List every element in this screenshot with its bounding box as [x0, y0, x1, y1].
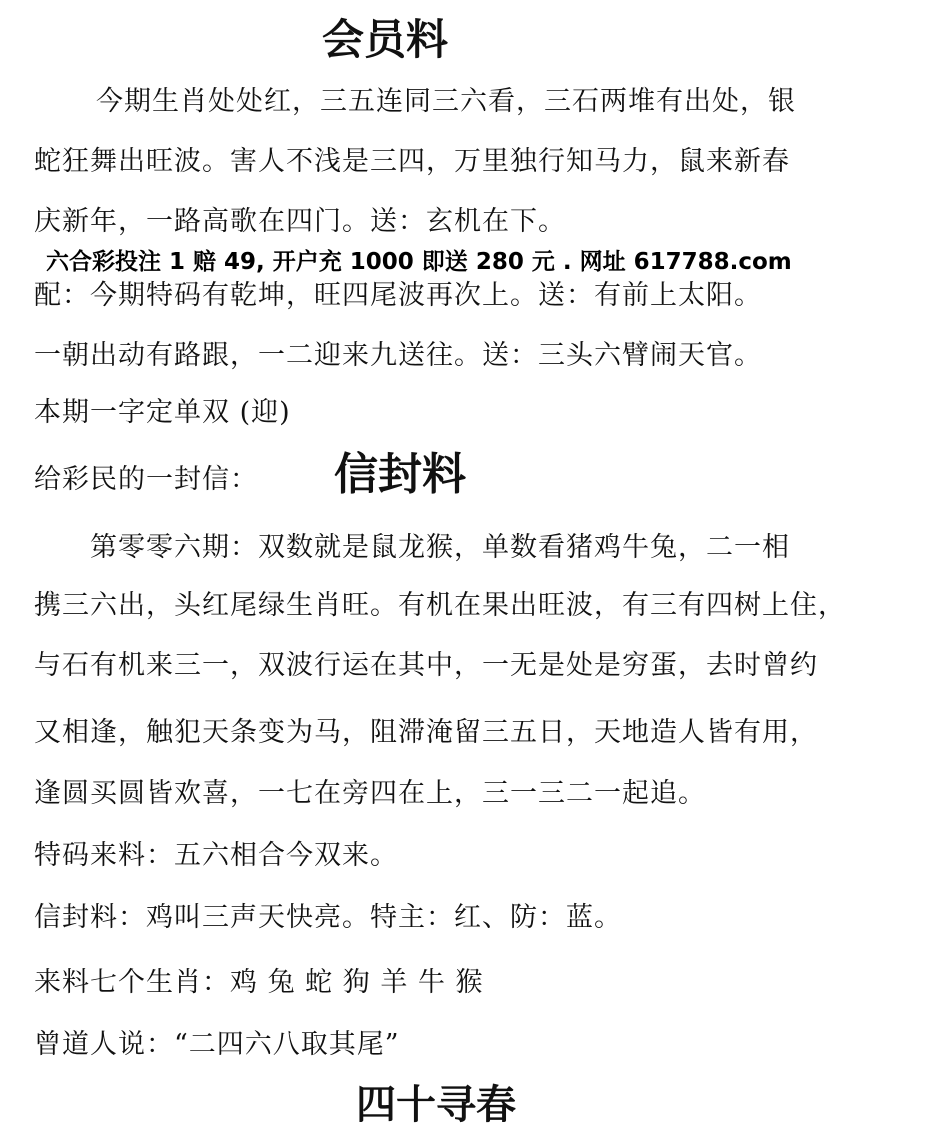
text-line: 携三六出，头红尾绿生肖旺。有机在果出旺波，有三有四树上住，	[34, 590, 846, 621]
letter-label: 给彩民的一封信：	[34, 464, 258, 495]
text-line: 逢圆买圆皆欢喜，一七在旁四在上，三一三二一起追。	[34, 778, 706, 809]
ad-banner: 六合彩投注 1 赔 49, 开户充 1000 即送 280 元 . 网址 617788.com	[46, 249, 792, 275]
text-line: 来料七个生肖：鸡 兔 蛇 狗 羊 牛 猴	[34, 967, 484, 998]
text-line: 配：今期特码有乾坤，旺四尾波再次上。送：有前上太阳。	[34, 280, 762, 311]
text-line: 又相逢，触犯天条变为马，阻滞淹留三五日，天地造人皆有用，	[34, 717, 818, 748]
text-line: 特码来料：五六相合今双来。	[34, 840, 398, 871]
text-line: 信封料：鸡叫三声天快亮。特主：红、防：蓝。	[34, 902, 622, 933]
text-line: 本期一字定单双 (迎)	[34, 397, 291, 428]
page-title: 会员料	[322, 15, 449, 64]
text-line: 蛇狂舞出旺波。害人不浅是三四，万里独行知马力，鼠来新春	[34, 146, 790, 177]
section-title: 信封料	[334, 449, 466, 500]
text-line: 今期生肖处处红，三五连同三六看，三石两堆有出处，银	[96, 86, 796, 117]
text-line: 庆新年，一路高歌在四门。送：玄机在下。	[34, 206, 566, 237]
text-line: 与石有机来三一，双波行运在其中，一无是处是穷蛋，去时曾约	[34, 650, 818, 681]
text-line: 第零零六期：双数就是鼠龙猴，单数看猪鸡牛兔，二一相	[90, 532, 790, 563]
text-line: 一朝出动有路跟，一二迎来九送往。送：三头六臂闹天官。	[34, 340, 762, 371]
bottom-title: 四十寻春	[356, 1082, 516, 1128]
text-line: 曾道人说：“二四六八取其尾”	[34, 1029, 400, 1060]
